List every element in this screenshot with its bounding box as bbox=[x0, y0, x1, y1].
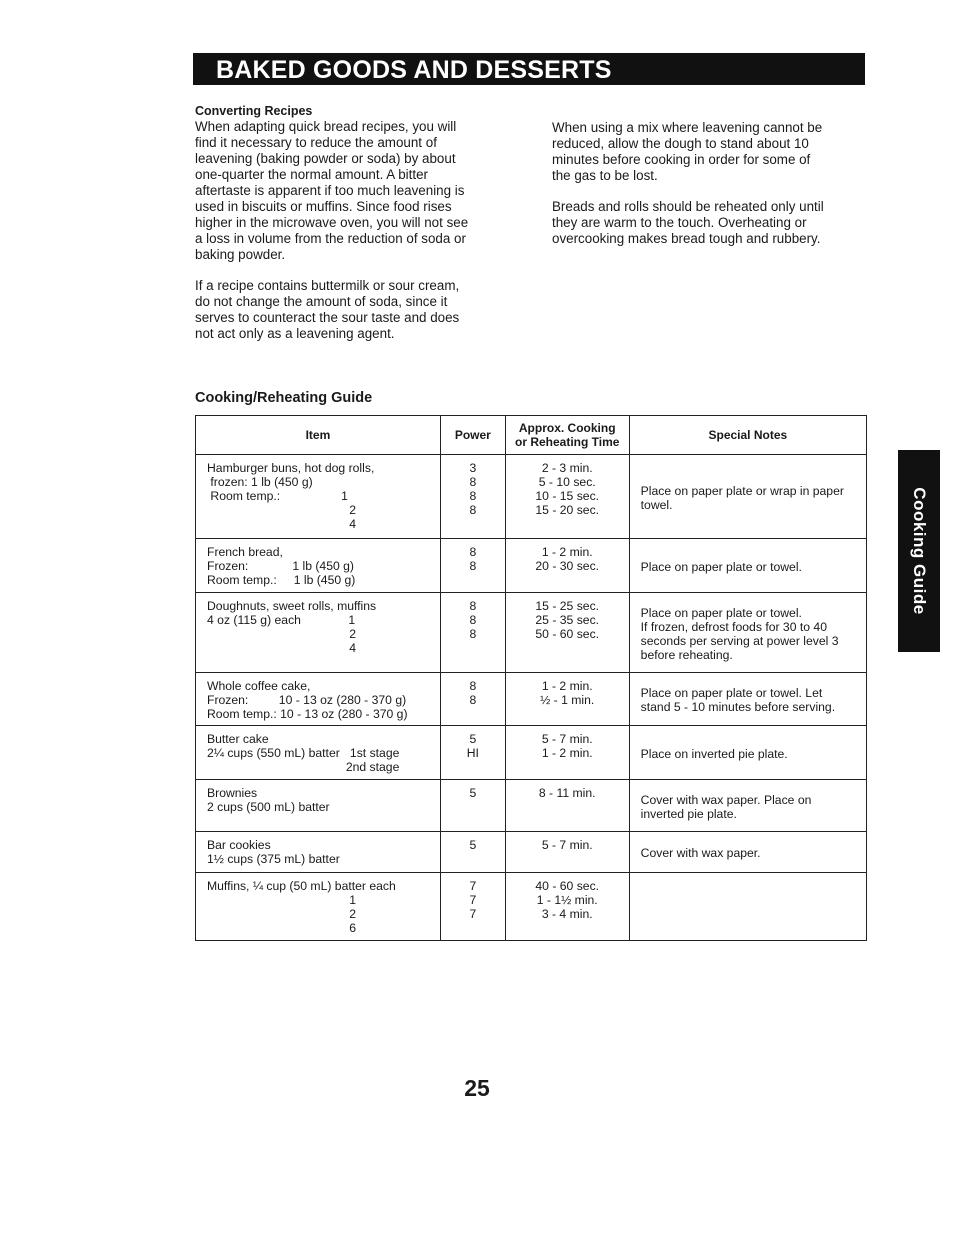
item-cell: Whole coffee cake, Frozen: 10 - 13 oz (280 - 370 g) Room temp.: 10 - 13 oz (280 - 370 g) bbox=[196, 673, 441, 726]
header-time-line2: or Reheating Time bbox=[514, 435, 620, 449]
table-row bbox=[196, 726, 867, 780]
table-row bbox=[196, 873, 867, 941]
table-body bbox=[196, 455, 867, 941]
header-item: Item bbox=[196, 416, 441, 455]
paragraph-buttermilk: If a recipe contains buttermilk or sour cream, do not change the amount of soda, since it serves to counteract the sour taste and does not act only as a leavening agent. bbox=[195, 278, 460, 341]
time-cell: 40 - 60 sec. 1 - 1½ min. 3 - 4 min. bbox=[505, 873, 629, 941]
table-header-row bbox=[196, 416, 867, 455]
header-time bbox=[505, 416, 629, 455]
converting-recipes-heading: Converting Recipes bbox=[195, 104, 313, 118]
header-time-line1: Approx. Cooking bbox=[518, 421, 616, 435]
notes-cell: Place on inverted pie plate. bbox=[629, 726, 866, 780]
notes-cell: Cover with wax paper. Place on inverted pie plate. bbox=[629, 780, 866, 832]
power-cell: 8 8 bbox=[440, 539, 505, 593]
item-cell: French bread, Frozen: 1 lb (450 g) Room temp.: 1 lb (450 g) bbox=[196, 539, 441, 593]
power-cell: 7 7 7 bbox=[440, 873, 505, 941]
time-cell: 1 - 2 min. 20 - 30 sec. bbox=[505, 539, 629, 593]
page-number: 25 bbox=[464, 1075, 490, 1101]
notes-cell bbox=[629, 873, 866, 941]
time-cell: 1 - 2 min. ½ - 1 min. bbox=[505, 673, 629, 726]
table-row bbox=[196, 673, 867, 726]
table-row bbox=[196, 539, 867, 593]
guide-title: Cooking/Reheating Guide bbox=[195, 390, 373, 406]
power-cell: 5 bbox=[440, 832, 505, 873]
time-cell: 15 - 25 sec. 25 - 35 sec. 50 - 60 sec. bbox=[505, 593, 629, 673]
notes-cell: Place on paper plate or towel. bbox=[629, 539, 866, 593]
time-cell: 5 - 7 min. bbox=[505, 832, 629, 873]
time-cell: 8 - 11 min. bbox=[505, 780, 629, 832]
table-row bbox=[196, 832, 867, 873]
time-cell: 2 - 3 min. 5 - 10 sec. 10 - 15 sec. 15 - 20 sec. bbox=[505, 455, 629, 539]
power-cell: 8 8 8 bbox=[440, 593, 505, 673]
item-cell: Hamburger buns, hot dog rolls, frozen: 1 lb (450 g) Room temp.: 1 2 4 bbox=[196, 455, 441, 539]
item-cell: Bar cookies 1½ cups (375 mL) batter bbox=[196, 832, 441, 873]
item-cell: Butter cake 2¼ cups (550 mL) batter 1st stage 2nd stage bbox=[196, 726, 441, 780]
table-row bbox=[196, 593, 867, 673]
header-notes: Special Notes bbox=[629, 416, 866, 455]
header-power: Power bbox=[440, 416, 505, 455]
side-tab-label: Cooking Guide bbox=[910, 487, 929, 615]
power-cell: 5 HI bbox=[440, 726, 505, 780]
paragraph-reheat-breads: Breads and rolls should be reheated only until they are warm to the touch. Overheating or overcooking makes bread tough and rubbery. bbox=[552, 199, 824, 246]
notes-cell: Place on paper plate or towel. Let stand 5 - 10 minutes before serving. bbox=[629, 673, 866, 726]
paragraph-mix: When using a mix where leavening cannot be reduced, allow the dough to stand about 10 minutes before cooking in order for some of the gas to be lost. bbox=[552, 120, 823, 183]
converting-recipes-section bbox=[195, 103, 515, 342]
power-cell: 3 8 8 8 bbox=[440, 455, 505, 539]
cooking-guide-table bbox=[195, 415, 867, 941]
side-tab bbox=[898, 450, 940, 652]
item-cell: Doughnuts, sweet rolls, muffins 4 oz (115 g) each 1 2 4 bbox=[196, 593, 441, 673]
notes-cell: Place on paper plate or towel. If frozen, defrost foods for 30 to 40 seconds per serving at power level 3 before reheating. bbox=[629, 593, 866, 673]
notes-cell: Cover with wax paper. bbox=[629, 832, 866, 873]
power-cell: 5 bbox=[440, 780, 505, 832]
table-row bbox=[196, 780, 867, 832]
mix-and-breads-section bbox=[552, 120, 862, 247]
paragraph-quick-bread: When adapting quick bread recipes, you will find it necessary to reduce the amount of leavening (baking powder or soda) by about one-quarter the normal amount. A bitter aftertaste is apparent if too much leavening is used in biscuits or muffins. Since food rises higher in the microwave oven, you will not see a loss in volume from the reduction of soda or baking powder. bbox=[195, 119, 469, 262]
notes-cell: Place on paper plate or wrap in paper towel. bbox=[629, 455, 866, 539]
item-cell: Muffins, ¼ cup (50 mL) batter each 1 2 6 bbox=[196, 873, 441, 941]
page-title: BAKED GOODS AND DESSERTS bbox=[193, 53, 865, 85]
time-cell: 5 - 7 min. 1 - 2 min. bbox=[505, 726, 629, 780]
table-row bbox=[196, 455, 867, 539]
item-cell: Brownies 2 cups (500 mL) batter bbox=[196, 780, 441, 832]
power-cell: 8 8 bbox=[440, 673, 505, 726]
